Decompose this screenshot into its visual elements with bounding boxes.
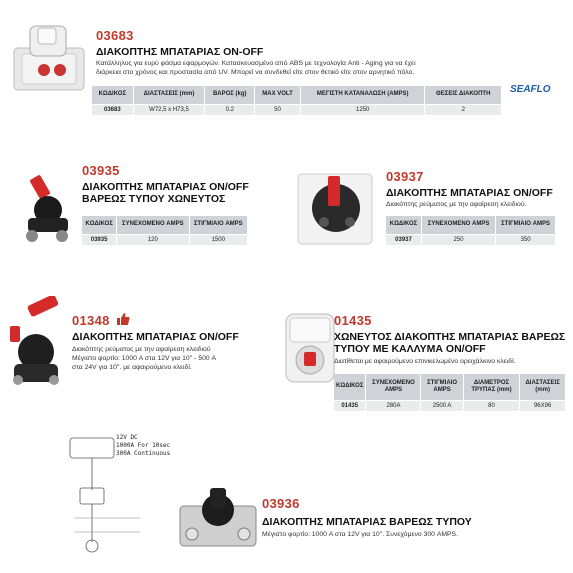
product-description: Διακόπτης ρεύματος με την αφαίρεση κλειδιού. bbox=[386, 201, 527, 208]
table-header: ΒΑΡΟΣ (kg) bbox=[205, 86, 255, 104]
table-cell: W72,5 x H73,5 bbox=[133, 104, 205, 115]
product-title: ΔΙΑΚΟΠΤΗΣ ΜΠΑΤΑΡΙΑΣ ΒΑΡΕΩΣ ΤΥΠΟΥ bbox=[262, 516, 472, 528]
product-description: Διατίθεται με αφαιρούμενο επινικελωμένο ορειχάλκινο κλειδί. bbox=[334, 358, 516, 365]
table-cell: 03935 bbox=[82, 234, 117, 245]
product-code: 01435 bbox=[334, 313, 372, 328]
table-header: ΣΤΙΓΜΙΑΙΟ AMPS bbox=[496, 216, 556, 234]
table-header: ΘΕΣΕΙΣ ΔΙΑΚΟΠΤΗ bbox=[425, 86, 502, 104]
seaflo-logo: SEAFLO bbox=[510, 84, 551, 95]
thumbs-up-icon bbox=[116, 312, 130, 326]
product-description-line: Κατάλληλος για ευρύ φάσμα εφαρμογών. Κατασκευασμένο από ABS με τεχνολογία Anti - Aging για να έχει bbox=[96, 60, 416, 67]
table-cell: 0.2 bbox=[205, 104, 255, 115]
product-title: ΒΑΡΕΩΣ ΤΥΠΟΥ ΧΩΝΕΥΤΟΣ bbox=[82, 193, 226, 205]
table-header: ΔΙΑΜΕΤΡΟΣ ΤΡΥΠΑΣ (mm) bbox=[463, 374, 520, 400]
table-header: ΜΕΓΙΣΤΗ ΚΑΤΑΝΑΛΩΣΗ (AMPS) bbox=[300, 86, 425, 104]
table-header: ΔΙΑΣΤΑΣΕΙΣ (mm) bbox=[520, 374, 566, 400]
table-header: ΣΤΙΓΜΙΑΙΟ AMPS bbox=[421, 374, 463, 400]
spec-table bbox=[334, 374, 566, 411]
battery-switch-01348-image bbox=[2, 296, 72, 390]
battery-switch-03937-image bbox=[292, 160, 384, 250]
table-cell: 03683 bbox=[92, 104, 133, 115]
table-header: ΣΥΝΕΧΟΜΕΝΟ AMPS bbox=[422, 216, 496, 234]
table-cell: 1500 bbox=[189, 234, 248, 245]
product-title: ΔΙΑΚΟΠΤΗΣ ΜΠΑΤΑΡΙΑΣ ON/OFF bbox=[72, 331, 239, 343]
table-header: ΚΩΔΙΚΟΣ bbox=[82, 216, 117, 234]
battery-switch-03936-image bbox=[176, 484, 260, 552]
table-header: ΚΩΔΙΚΟΣ bbox=[386, 216, 422, 234]
diagram-label: 12V DC bbox=[116, 434, 138, 441]
table-cell: 50 bbox=[255, 104, 301, 115]
table-cell: 80 bbox=[463, 400, 520, 411]
battery-switch-01435-image bbox=[282, 310, 338, 386]
product-code: 03936 bbox=[262, 496, 300, 511]
product-description-line: Διακόπτης ρεύματος με την αφαίρεση κλειδιού bbox=[72, 346, 211, 353]
table-header: ΣΥΝΕΧΟΜΕΝΟ AMPS bbox=[366, 374, 421, 400]
diagram-label: 1000A For 10sec bbox=[116, 442, 171, 449]
table-header: ΣΥΝΕΧΟΜΕΝΟ AMPS bbox=[117, 216, 189, 234]
table-cell: 96X96 bbox=[520, 400, 566, 411]
spec-table bbox=[82, 216, 248, 245]
table-cell: 2 bbox=[425, 104, 502, 115]
table-header: ΣΤΙΓΜΙΑΙΟ AMPS bbox=[189, 216, 248, 234]
product-code: 01348 bbox=[72, 313, 110, 328]
battery-switch-03683-image bbox=[8, 18, 88, 96]
table-header: ΚΩΔΙΚΟΣ bbox=[92, 86, 133, 104]
spec-table bbox=[386, 216, 556, 245]
product-description-line: Μέγιστο φορτίο: 1000 A στα 12V για 10'' - 500 A bbox=[72, 355, 217, 362]
diagram-label: 300A Continuous bbox=[116, 450, 171, 457]
product-title: ΔΙΑΚΟΠΤΗΣ ΜΠΑΤΑΡΙΑΣ ON/OFF bbox=[82, 181, 249, 193]
product-title: ΤΥΠΟΥ ΜΕ ΚΑΛΛΥΜΑ ON/OFF bbox=[334, 343, 486, 355]
table-cell: 1250 bbox=[300, 104, 425, 115]
product-code: 03683 bbox=[96, 28, 134, 43]
spec-table bbox=[92, 86, 502, 115]
product-code: 03935 bbox=[82, 163, 120, 178]
product-title: ΔΙΑΚΟΠΤΗΣ ΜΠΑΤΑΡΙΑΣ ON/OFF bbox=[386, 187, 553, 199]
product-title: ΧΩΝΕΥΤΟΣ ΔΙΑΚΟΠΤΗΣ ΜΠΑΤΑΡΙΑΣ ΒΑΡΕΩΣ bbox=[334, 331, 566, 343]
table-cell: 280A bbox=[366, 400, 421, 411]
product-code: 03937 bbox=[386, 169, 424, 184]
product-description-line: διάρκεια στο χρόνος και προστασία από UV. Μπορεί να συνδεθεί είτε στον θετικό είτε στον αρνητικό πόλο. bbox=[96, 69, 415, 76]
table-cell: 120 bbox=[117, 234, 189, 245]
table-header: ΔΙΑΣΤΑΣΕΙΣ (mm) bbox=[133, 86, 205, 104]
table-header: ΚΩΔΙΚΟΣ bbox=[334, 374, 366, 400]
product-description: Μέγιστο φορτίο: 1000 A στα 12V για 10''. Συνεχόμενο 300 AMPS. bbox=[262, 531, 458, 538]
table-cell: 350 bbox=[496, 234, 556, 245]
table-cell: 03937 bbox=[386, 234, 422, 245]
battery-switch-03935-image bbox=[14, 172, 80, 248]
table-cell: 250 bbox=[422, 234, 496, 245]
product-title: ΔΙΑΚΟΠΤΗΣ ΜΠΑΤΑΡΙΑΣ ON-OFF bbox=[96, 46, 264, 58]
product-description-line: στα 24V για 10''. με αφαιρούμενο κλειδί. bbox=[72, 364, 192, 371]
table-cell: 2500 A bbox=[421, 400, 463, 411]
table-header: MAX VOLT bbox=[255, 86, 301, 104]
table-cell: 01435 bbox=[334, 400, 366, 411]
